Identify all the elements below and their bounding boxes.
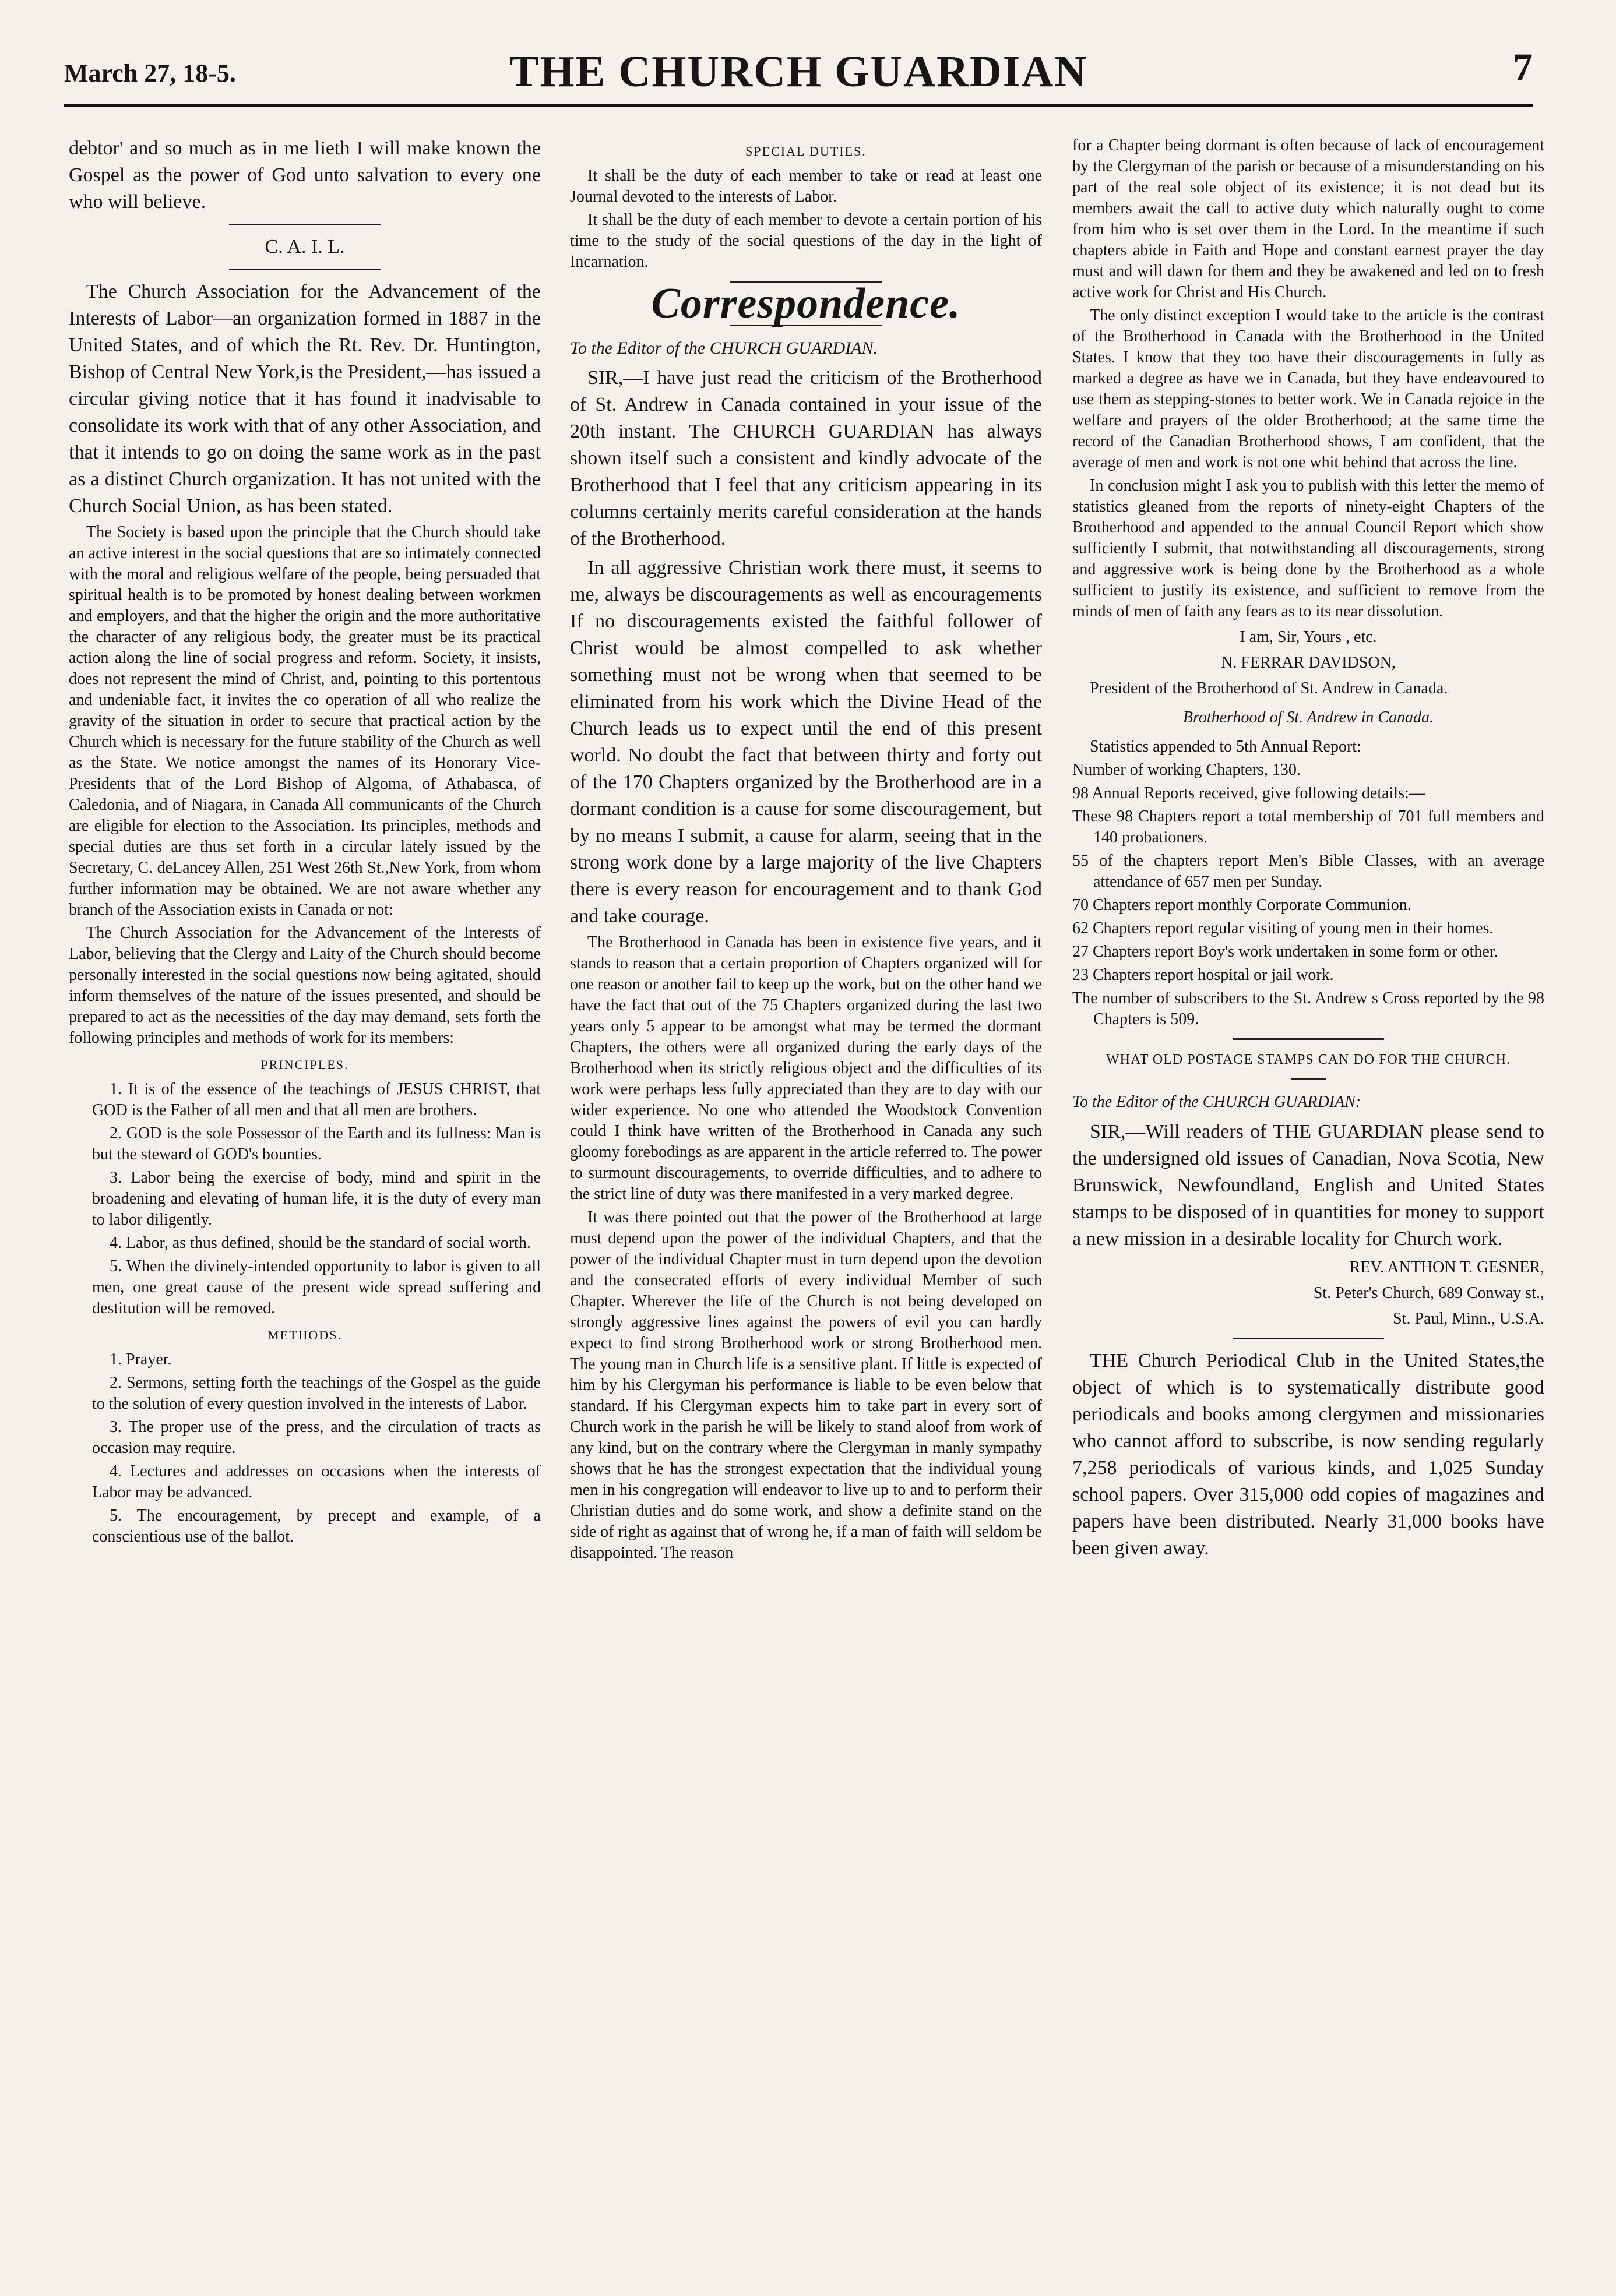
stats-item: Number of working Chapters, 130.: [1072, 761, 1301, 779]
page-number: 7: [1513, 45, 1533, 89]
divider: [1233, 1338, 1384, 1339]
divider: [229, 269, 381, 270]
paragraph: The Church Association for the Advancement of the Interests of Labor—an organization formed in 1887 in the United States, and of which the Rt. Rev. Dr. Huntington, Bishop of Central New York,is the President,—has issued a circular giving notice that it has found it inadvisable to consolidate its work with that of any other Association, and that it intends to go on doing the same work as in the past as a distinct Church organization. It has not united with the Church Social Union, as has been stated.: [69, 281, 541, 517]
column-1: [69, 135, 541, 2256]
method-item: 5. The encouragement, by precept and example, of a conscientious use of the ballot.: [92, 1507, 541, 1546]
stats-item: 70 Chapters report monthly Corporate Communion.: [1072, 896, 1411, 914]
principle-item: 1. It is of the essence of the teachings of JESUS CHRIST, that GOD is the Father of all men and that all men are brothers.: [92, 1080, 541, 1119]
principle-item: 4. Labor, as thus defined, should be the standard of social worth.: [110, 1234, 531, 1252]
signature-name: N. FERRAR DAVIDSON,: [1221, 654, 1396, 672]
signature-address: St. Paul, Minn., U.S.A.: [1393, 1310, 1544, 1328]
paragraph: The Church Association for the Advancement of the Interests of Labor, believing that the Clergy and Laity of the Church should become personally interested in the social questions now being agitated, should inform themselves of the nature of the issues presented, and should be prepared to act as the necessities of the day may demand, sets forth the following principles and methods of work for its members:: [69, 924, 541, 1047]
column-2: [570, 135, 1042, 2256]
paragraph: for a Chapter being dormant is often because of lack of encouragement by the Clergyman of the parish or because of a misunderstanding on his part of the real sole object of its existence; it is not dead but its members await the call to active duty which naturally ought to come from him who is set over them in the Lord. In the meantime if such chapters abide in Faith and Hope and constant earnest prayer the day must and will dawn for them and they be awakened and led on to fresh active work for Christ and His Church.: [1072, 136, 1544, 301]
method-item: 2. Sermons, setting forth the teachings of the Gospel as the guide to the solution of every question involved in the interests of Labor.: [92, 1374, 541, 1413]
letter-address: To the Editor of the CHURCH GUARDIAN.: [570, 338, 878, 358]
paragraph: SIR,—Will readers of THE GUARDIAN please send to the undersigned old issues of Canadian, Nova Scotia, New Brunswick, Newfoundland, English and United States stamps to be disposed of in quantities for money to support a new mission in a desirable locality for Church work.: [1072, 1121, 1544, 1250]
divider: [1291, 1078, 1326, 1080]
paragraph: The Society is based upon the principle that the Church should take an active interest in the social questions that are so intimately connected with the moral and religious welfare of the people, being persuaded that spiritual health is to be promoted by honest dealing between workmen and employers, and that the higher the origin and the more authoritative the character of any religious body, the greater must be its practical action along the line of social progress and reform. Society, it insists, does not represent the mind of Christ, and, pointing to this portentous and undeniable fact, it invites the co operation of all who realize the gravity of the situation in order to secure that practical action by the Church which is necessary for the future stability of the Church as well as the State. We notice amongst the names of its Honorary Vice-Presidents that of the Lord Bishop of Algoma, of Athabasca, of Caledonia, and of Niagara, in Canada All communicants of the Church are eligible for election to the Association. Its principles, methods and special duties are thus set forth in a circular lately issued by the Secretary, C. deLancey Allen, 251 West 26th St.,New York, from whom further information may be obtained. We are not aware whether any branch of the Association exists in Canada or not:: [69, 523, 541, 919]
stats-item: 55 of the chapters report Men's Bible Classes, with an average attendance of 657 men per Sunday.: [1072, 852, 1544, 891]
paragraph: The only distinct exception I would take to the article is the contrast of the Brotherhood in Canada with the Brotherhood in the United States. I know that they too have their discouragements in fully as marked a degree as have we in Canada, but they have endeavoured to use them as stepping-stones to better work. We in Canada rejoice in the welfare and prayers of the older Brotherhood; at the same time the record of the Canadian Brotherhood shows, I am confident, that the average of men and work is not one whit behind that across the line.: [1072, 306, 1544, 471]
paragraph: It was there pointed out that the power of the Brotherhood at large must depend upon the power of the individual Chapters, and that the power of the individual Chapter must in turn depend upon the devotion and the consecrated efforts of every individual Member of such Chapter. Wherever the life of the Church is not being developed on strongly aggressive lines against the powers of evil you can hardly expect to find strong Brotherhood work or strong Brotherhood men. The young man in Church life is a sensitive plant. If little is expected of him by his Clergyman his performance is liable to be even below that standard. If his Clergyman expects him to take part in every sort of Church work in the parish he will be likely to stand aloof from work of any kind, but on the contrary where the Clergyman in manly sympathy shows that he has the strongest expectation that the individual young men in his congregation will endeavor to live up to and to perform their Christian duties and do some work, and show a definite stand on the side of right as against that of wrong he, if a man of faith will seldom be disappointed. The reason: [570, 1208, 1042, 1562]
stats-item: 98 Annual Reports received, give following details:—: [1072, 784, 1425, 802]
column-3: [1072, 135, 1544, 2256]
paragraph: It shall be the duty of each member to devote a certain portion of his time to the study of the social questions of the day in the light of Incarnation.: [570, 211, 1042, 271]
stats-item: 62 Chapters report regular visiting of young men in their homes.: [1072, 919, 1494, 937]
section-title-cail: C. A. I. L.: [265, 236, 345, 258]
method-item: 1. Prayer.: [110, 1350, 172, 1369]
signature-name: REV. ANTHON T. GESNER,: [1349, 1258, 1544, 1276]
method-item: 4. Lectures and addresses on occasions when the interests of Labor may be advanced.: [92, 1462, 541, 1501]
issue-date: March 27, 18-5.: [64, 59, 236, 87]
principle-item: 5. When the divinely-intended opportunity to labor is given to all men, one great cause of the present wide spread suffering and destitution will be removed.: [92, 1257, 541, 1317]
header-rule: [64, 104, 1533, 107]
masthead: [64, 41, 1533, 111]
stats-item: 27 Chapters report Boy's work undertaken in some form or other.: [1072, 943, 1498, 961]
divider: [1233, 1038, 1384, 1040]
signature-closing: I am, Sir, Yours , etc.: [1240, 628, 1377, 646]
paragraph: debtor' and so much as in me lieth I will make known the Gospel as the power of God unto salvation to every one who will believe.: [69, 137, 541, 213]
stats-item: These 98 Chapters report a total membership of 701 full members and 140 probationers.: [1072, 807, 1544, 847]
paragraph: In conclusion might I ask you to publish with this letter the memo of statistics gleaned from the reports of ninety-eight Chapters of the Brotherhood and appended to the annual Council Report which show sufficiently I submit, that notwithstanding all discouragements, strong and aggressive work is being done by the Brotherhood as a whole sufficient to justify its existence, and sufficient to remove from the minds of men of faith any fears as to its near dissolution.: [1072, 477, 1544, 620]
correspondence-heading: Correspondence.: [651, 280, 961, 327]
divider: [229, 224, 381, 225]
methods-heading: METHODS.: [267, 1328, 342, 1342]
paragraph: THE Church Periodical Club in the United States,the object of which is to systematically distribute good periodicals and books among clergymen and missionaries who cannot afford to subscribe, is now sending regularly 7,258 periodicals of various kinds, and 1,025 Sunday school papers. Over 315,000 odd copies of magazines and papers have been distributed. Nearly 31,000 books have been given away.: [1072, 1350, 1544, 1559]
method-item: 3. The proper use of the press, and the circulation of tracts as occasion may require.: [92, 1418, 541, 1457]
stats-item: The number of subscribers to the St. Andrew s Cross reported by the 98 Chapters is 509.: [1072, 989, 1544, 1028]
letter-address: To the Editor of the CHURCH GUARDIAN:: [1072, 1093, 1361, 1111]
principle-item: 3. Labor being the exercise of body, mind and spirit in the broadening and elevating of human life, it is the duty of every man to labor diligently.: [92, 1169, 541, 1229]
stats-item: 23 Chapters report hospital or jail work.: [1072, 966, 1334, 984]
stats-subheading: Statistics appended to 5th Annual Report:: [1090, 738, 1361, 756]
stats-heading: Brotherhood of St. Andrew in Canada.: [1182, 708, 1434, 726]
stamps-heading: WHAT OLD POSTAGE STAMPS CAN DO FOR THE CHURCH.: [1106, 1052, 1511, 1067]
principle-item: 2. GOD is the sole Possessor of the Earth and its fullness: Man is but the steward of GOD's bounties.: [92, 1124, 541, 1163]
newspaper-title: THE CHURCH GUARDIAN: [509, 47, 1088, 96]
principles-heading: PRINCIPLES.: [260, 1057, 349, 1072]
paragraph: The Brotherhood in Canada has been in existence five years, and it stands to reason that a certain proportion of Chapters organized will for one reason or another fail to keep up the work, but on the other hand we have the fact that out of the 75 Chapters organized during the last two years only 5 appear to be amongst what may be termed the dormant Chapters, the others were all organized during the early days of the Brotherhood when its strictly religious object and the difficulties of its work were perhaps less fully appreciated than they are to day with our wider experience. No one who attended the Woodstock Convention could I think have written of the Brotherhood in Canada any such gloomy forebodings as are apparent in the article referred to. The power to surmount discouragements, to override difficulties, and to adhere to the strict line of duty was there manifested in a very marked degree.: [570, 933, 1042, 1203]
signature-title: President of the Brotherhood of St. Andrew in Canada.: [1090, 679, 1448, 697]
paragraph: It shall be the duty of each member to take or read at least one Journal devoted to the interests of Labor.: [570, 167, 1042, 206]
signature-address: St. Peter's Church, 689 Conway st.,: [1313, 1284, 1544, 1302]
paragraph: SIR,—I have just read the criticism of the Brotherhood of St. Andrew in Canada contained in your issue of the 20th instant. The CHURCH GUARDIAN has always shown itself such a consistent and kindly advocate of the Brotherhood that I feel that any criticism appearing in its columns certainly merits careful consideration at the hands of the Brotherhood.: [570, 367, 1042, 549]
special-duties-heading: SPECIAL DUTIES.: [745, 144, 867, 158]
paragraph: In all aggressive Christian work there must, it seems to me, always be discouragements as well as encouragements If no discouragements existed the faithful follower of Christ would be almost compelled to ask whether something must not be wrong when that seemed to be eliminated from his work which the Divine Head of the Church leads us to expect until the end of this present world. No doubt the fact that between thirty and forty out of the 170 Chapters organized by the Brotherhood are in a dormant condition is a cause for some discouragement, but by no means I submit, a cause for alarm, seeing that in the strong work done by a large majority of the live Chapters there is every reason for encouragement and to thank God and take courage.: [570, 557, 1042, 927]
